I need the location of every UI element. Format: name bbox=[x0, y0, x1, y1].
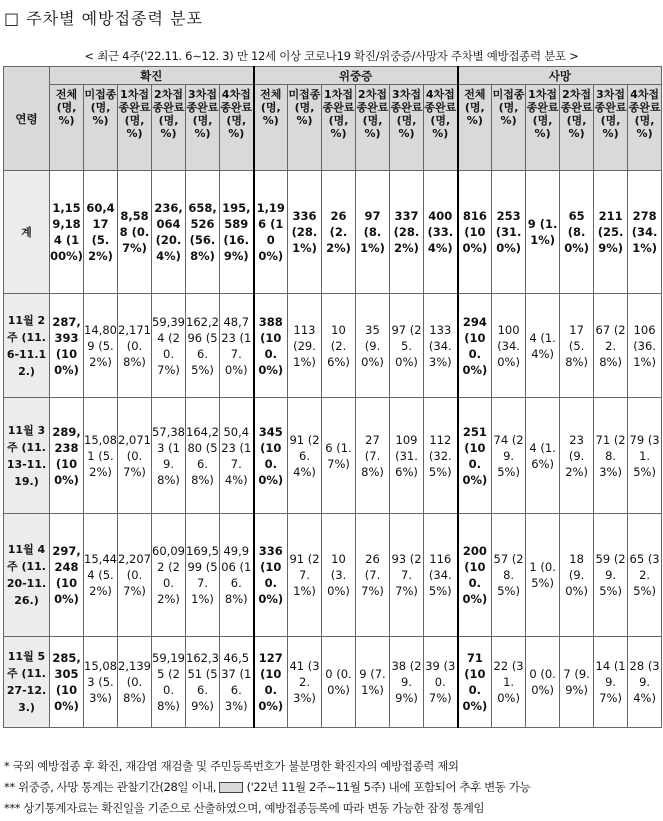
table-cell: 67 (22.8%) bbox=[594, 294, 628, 398]
table-cell: 816 (100%) bbox=[458, 171, 492, 294]
table-cell: 59 (29.5%) bbox=[594, 514, 628, 637]
table-cell: 15,444 (5.2%) bbox=[84, 514, 118, 637]
column-header: 2차접종완료 (명, %) bbox=[356, 85, 390, 171]
footnote-2 bbox=[4, 777, 530, 798]
table-cell: 57 (28.5%) bbox=[492, 514, 526, 637]
row-label: 11월 5주 (11.27-12.3.) bbox=[4, 637, 50, 728]
table-cell: 200 (100.0%) bbox=[458, 514, 492, 637]
footnote-1: * 국외 예방접종 후 확진, 재감염 재검출 및 주민등록번호가 불분명한 확진자의 예방접종력 제외 bbox=[4, 759, 459, 773]
table-cell: 15,083 (5.3%) bbox=[84, 637, 118, 728]
age-header: 연령 bbox=[4, 67, 50, 171]
table-cell: 39 (30.7%) bbox=[424, 637, 458, 728]
table-cell: 294 (100.0%) bbox=[458, 294, 492, 398]
column-header: 1차접종완료 (명, %) bbox=[526, 85, 560, 171]
footnote-2-text-b: ('22년 11월 2주∼11월 5주) 내에 포함되어 추후 변동 가능 bbox=[246, 780, 531, 794]
table-cell: 336 (100.0%) bbox=[254, 514, 288, 637]
table-cell: 2,171 (0.8%) bbox=[118, 294, 152, 398]
footnote-2-text-a: ** 위중증, 사망 통계는 관찰기간(28일 이내, bbox=[4, 780, 217, 794]
table-row bbox=[4, 294, 662, 398]
table-cell: 100 (34.0%) bbox=[492, 294, 526, 398]
vaccination-history-table bbox=[3, 66, 662, 728]
table-cell: 59,394 (20.7%) bbox=[152, 294, 186, 398]
group-header-confirmed: 확진 bbox=[50, 67, 254, 85]
table-cell: 2,207 (0.7%) bbox=[118, 514, 152, 637]
table-cell: 18 (9.0%) bbox=[560, 514, 594, 637]
table-cell: 285,305 (100%) bbox=[50, 637, 84, 728]
group-header-death: 사망 bbox=[458, 67, 662, 85]
table-cell: 97 (25.0%) bbox=[390, 294, 424, 398]
table-cell: 169,599 (57.1%) bbox=[186, 514, 220, 637]
table-cell: 91 (27.1%) bbox=[288, 514, 322, 637]
table-cell: 28 (39.4%) bbox=[628, 637, 662, 728]
row-label: 11월 3주 (11.13-11.19.) bbox=[4, 398, 50, 514]
column-header: 미접종 (명, %) bbox=[492, 85, 526, 171]
table-cell: 4 (1.6%) bbox=[526, 398, 560, 514]
page-title: □ 주차별 예방접종력 분포 bbox=[4, 9, 203, 28]
table-cell: 17 (5.8%) bbox=[560, 294, 594, 398]
table-cell: 2,139 (0.8%) bbox=[118, 637, 152, 728]
column-header: 전체 (명, %) bbox=[50, 85, 84, 171]
table-cell: 388 (100.0%) bbox=[254, 294, 288, 398]
table-cell: 9 (7.1%) bbox=[356, 637, 390, 728]
table-cell: 50,423 (17.4%) bbox=[220, 398, 254, 514]
table-cell: 38 (29.9%) bbox=[390, 637, 424, 728]
row-label: 계 bbox=[4, 171, 50, 294]
table-cell: 337 (28.2%) bbox=[390, 171, 424, 294]
table-cell: 133 (34.3%) bbox=[424, 294, 458, 398]
table-cell: 251 (100.0%) bbox=[458, 398, 492, 514]
table-cell: 211 (25.9%) bbox=[594, 171, 628, 294]
table-cell: 91 (26.4%) bbox=[288, 398, 322, 514]
table-cell: 400 (33.4%) bbox=[424, 171, 458, 294]
column-header: 4차접종완료 (명, %) bbox=[628, 85, 662, 171]
table-cell: 0 (0.0%) bbox=[526, 637, 560, 728]
column-header: 3차접종완료 (명, %) bbox=[594, 85, 628, 171]
table-cell: 297,248 (100%) bbox=[50, 514, 84, 637]
table-cell: 658,526 (56.8%) bbox=[186, 171, 220, 294]
table-cell: 15,081 (5.2%) bbox=[84, 398, 118, 514]
column-header: 1차접종완료 (명, %) bbox=[118, 85, 152, 171]
table-cell: 162,296 (56.5%) bbox=[186, 294, 220, 398]
table-cell: 35 (9.0%) bbox=[356, 294, 390, 398]
table-cell: 48,723 (17.0%) bbox=[220, 294, 254, 398]
table-cell: 1,159,184 (100%) bbox=[50, 171, 84, 294]
table-cell: 287,393 (100%) bbox=[50, 294, 84, 398]
table-cell: 65 (8.0%) bbox=[560, 171, 594, 294]
group-header-severe: 위중증 bbox=[254, 67, 458, 85]
table-cell: 59,195 (20.8%) bbox=[152, 637, 186, 728]
table-cell: 26 (2.2%) bbox=[322, 171, 356, 294]
table-cell: 23 (9.2%) bbox=[560, 398, 594, 514]
table-cell: 14 (19.7%) bbox=[594, 637, 628, 728]
table-cell: 113 (29.1%) bbox=[288, 294, 322, 398]
column-header: 3차접종완료 (명, %) bbox=[390, 85, 424, 171]
table-cell: 41 (32.3%) bbox=[288, 637, 322, 728]
table-cell: 27 (7.8%) bbox=[356, 398, 390, 514]
table-cell: 116 (34.5%) bbox=[424, 514, 458, 637]
table-row bbox=[4, 637, 662, 728]
table-cell: 57,383 (19.8%) bbox=[152, 398, 186, 514]
table-cell: 0 (0.0%) bbox=[322, 637, 356, 728]
table-cell: 71 (100.0%) bbox=[458, 637, 492, 728]
table-cell: 8,588 (0.7%) bbox=[118, 171, 152, 294]
table-cell: 345 (100.0%) bbox=[254, 398, 288, 514]
table-cell: 195,589 (16.9%) bbox=[220, 171, 254, 294]
table-cell: 71 (28.3%) bbox=[594, 398, 628, 514]
footnote-3: *** 상기통계자료는 확진일을 기준으로 산출하였으며, 예방접종등록에 따라 변동 가능한 잠정 통계임 bbox=[4, 801, 485, 815]
column-header: 미접종 (명, %) bbox=[288, 85, 322, 171]
column-header: 1차접종완료 (명, %) bbox=[322, 85, 356, 171]
table-cell: 253 (31.0%) bbox=[492, 171, 526, 294]
table-caption: < 최근 4주('22.11. 6∼12. 3) 만 12세 이상 코로나19 확진/위중증/사망자 주차별 예방접종력 분포 > bbox=[84, 49, 579, 63]
table-cell: 7 (9.9%) bbox=[560, 637, 594, 728]
table-cell: 162,351 (56.9%) bbox=[186, 637, 220, 728]
table-cell: 79 (31.5%) bbox=[628, 398, 662, 514]
table-cell: 46,537 (16.3%) bbox=[220, 637, 254, 728]
column-header: 3차접종완료 (명, %) bbox=[186, 85, 220, 171]
table-cell: 9 (1.1%) bbox=[526, 171, 560, 294]
table-cell: 164,280 (56.8%) bbox=[186, 398, 220, 514]
table-cell: 109 (31.6%) bbox=[390, 398, 424, 514]
table-cell: 6 (1.7%) bbox=[322, 398, 356, 514]
table-cell: 336 (28.1%) bbox=[288, 171, 322, 294]
table-row bbox=[4, 398, 662, 514]
table-cell: 236,064 (20.4%) bbox=[152, 171, 186, 294]
table-cell: 60,092 (20.2%) bbox=[152, 514, 186, 637]
table-cell: 14,809 (5.2%) bbox=[84, 294, 118, 398]
table-cell: 2,071 (0.7%) bbox=[118, 398, 152, 514]
column-header: 2차접종완료 (명, %) bbox=[152, 85, 186, 171]
table-cell: 93 (27.7%) bbox=[390, 514, 424, 637]
table-cell: 10 (3.0%) bbox=[322, 514, 356, 637]
table-cell: 106 (36.1%) bbox=[628, 294, 662, 398]
table-cell: 60,417 (5.2%) bbox=[84, 171, 118, 294]
table-cell: 74 (29.5%) bbox=[492, 398, 526, 514]
column-header: 2차접종완료 (명, %) bbox=[560, 85, 594, 171]
table-cell: 289,238 (100%) bbox=[50, 398, 84, 514]
table-cell: 10 (2.6%) bbox=[322, 294, 356, 398]
row-label: 11월 4주 (11.20-11.26.) bbox=[4, 514, 50, 637]
table-cell: 49,906 (16.8%) bbox=[220, 514, 254, 637]
table-cell: 112 (32.5%) bbox=[424, 398, 458, 514]
table-cell: 65 (32.5%) bbox=[628, 514, 662, 637]
shaded-box-legend bbox=[219, 782, 243, 793]
row-label: 11월 2주 (11.6-11.12.) bbox=[4, 294, 50, 398]
table-cell: 278 (34.1%) bbox=[628, 171, 662, 294]
table-row bbox=[4, 514, 662, 637]
column-header: 4차접종완료 (명, %) bbox=[220, 85, 254, 171]
table-cell: 4 (1.4%) bbox=[526, 294, 560, 398]
table-cell: 22 (31.0%) bbox=[492, 637, 526, 728]
column-header: 전체 (명, %) bbox=[254, 85, 288, 171]
table-cell: 1,196 (100%) bbox=[254, 171, 288, 294]
table-cell: 26 (7.7%) bbox=[356, 514, 390, 637]
table-row bbox=[4, 171, 662, 294]
footnotes bbox=[4, 756, 530, 819]
column-header: 미접종 (명, %) bbox=[84, 85, 118, 171]
column-header: 전체 (명, %) bbox=[458, 85, 492, 171]
column-header: 4차접종완료 (명, %) bbox=[424, 85, 458, 171]
table-cell: 127 (100.0%) bbox=[254, 637, 288, 728]
table-cell: 1 (0.5%) bbox=[526, 514, 560, 637]
table-cell: 97 (8.1%) bbox=[356, 171, 390, 294]
